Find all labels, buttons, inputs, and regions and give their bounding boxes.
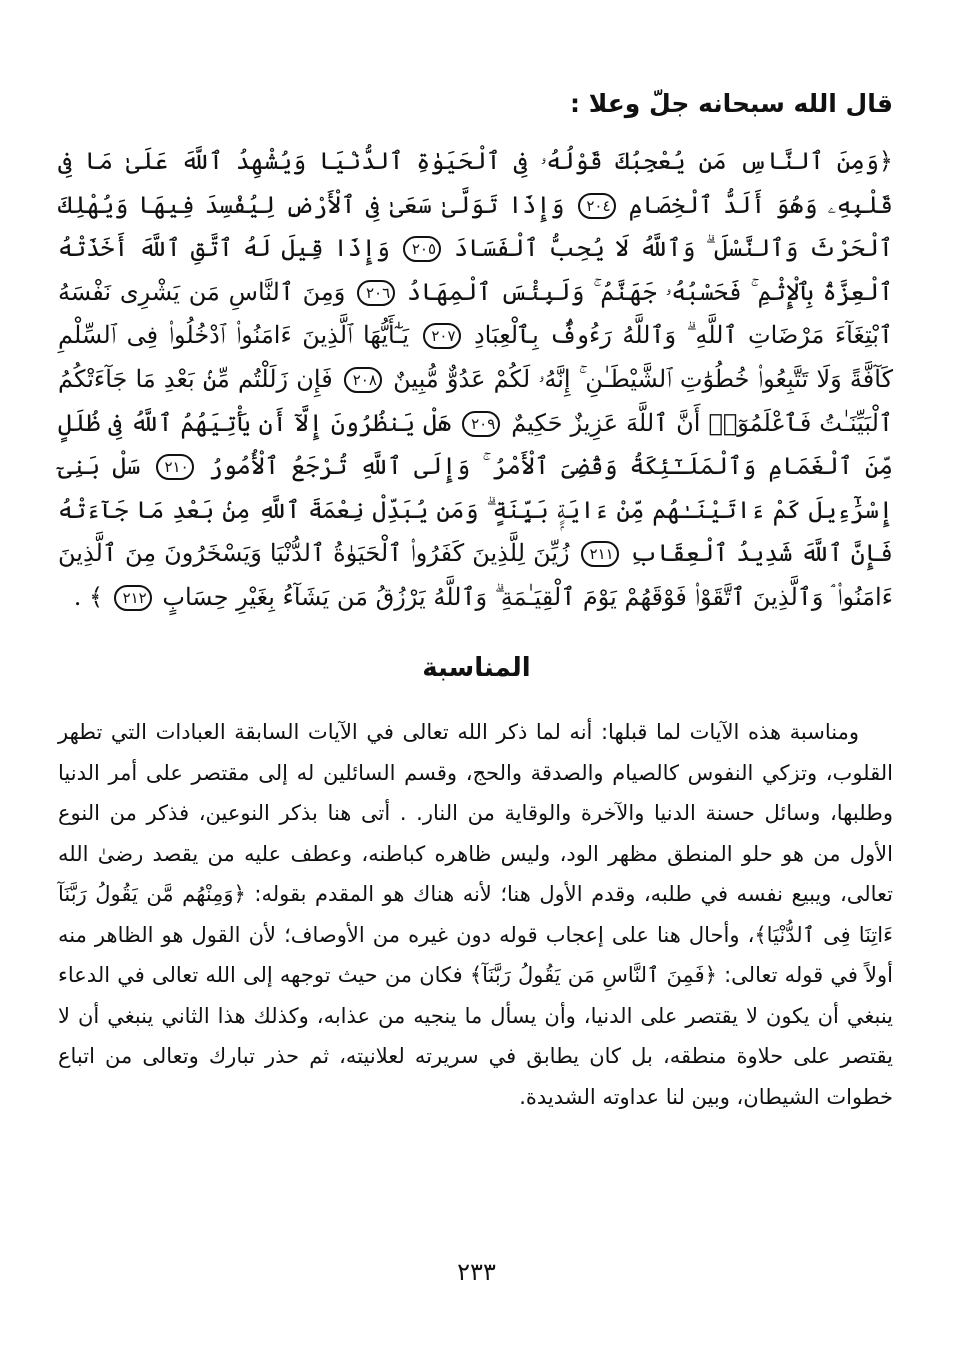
ayah-number-marker: ٢١٠ (156, 454, 194, 480)
verse-text: ﴿وَمِنَ ٱلنَّاسِ مَن يُعْجِبُكَ قَوْلُهُۥ فِى ٱلْحَيَوٰةِ ٱلدُّنْيَا وَيُشْهِدُ ٱللَّهَ عَلَىٰ مَا فِى قَلْبِهِۦ وَهُوَ أَلَدُّ ٱلْخِصَامِ (58, 147, 893, 219)
ayah-number-marker: ٢٠٤ (578, 193, 616, 219)
ayah-number-marker: ٢٠٥ (403, 236, 441, 262)
commentary-paragraph: ومناسبة هذه الآيات لما قبلها: أنه لما ذكر الله تعالى في الآيات السابقة العبادات التي تطهر القلوب، وتزكي النفوس كالصيام والصدقة والحج، وقسم السائلين له إلى مقتصر على أمر الدنيا وطلبها، وسائل حسنة الدنيا والآخرة والوقاية من النار. . أتى هنا بذكر النوعين، فذكر من النوع الأول من هو حلو المنطق مظهر الود، وليس ظاهره كباطنه، وعطف عليه من يقصد رضىٰ الله تعالى، ويبيع نفسه في طلبه، وقدم الأول هنا؛ لأنه هناك هو المقدم بقوله: ﴿وَمِنْهُم مَّن يَقُولُ رَبَّنَآ ءَاتِنَا فِى ٱلدُّنْيَا﴾، وأحال هنا على إعجاب قوله دون غيره من الأوصاف؛ لأن القول هو الظاهر منه أولاً في قوله تعالى: ﴿فَمِنَ ٱلنَّاسِ مَن يَقُولُ رَبَّنَآ﴾ فكان من حيث توجهه إلى الله تعالى في الدعاء ينبغي أن يكون لا يقتصر على الدنيا، وأن يسأل ما ينجيه من عذابه، وكذلك هذا الثاني ينبغي أن لا يقتصر على حلاوة منطقه، بل كان يطابق في سريرته لعلانيته، ثم حذر تبارك وتعالى من اتباع خطوات الشيطان، وبين لنا عداوته الشديدة. (58, 720, 893, 1109)
verse-text: وَإِذَا تَوَلَّىٰ سَعَىٰ فِى ٱلْأَرْضِ لِيُفْسِدَ فِيهَا وَيُهْلِكَ ٱلْحَرْثَ وَٱلنَّسْلَ ۗ وَٱللَّهُ لَا يُحِبُّ ٱلْفَسَادَ (58, 190, 893, 263)
ayah-number-marker: ٢٠٩ (462, 411, 500, 437)
quran-verses-block (58, 140, 893, 620)
ayah-number-marker: ٢٠٧ (423, 323, 461, 349)
page-heading: قال الله سبحانه جلّ وعلا : (570, 89, 893, 118)
verse-text: فَإِن زَلَلْتُم مِّنۢ بَعْدِ مَا جَآءَتْكُمُ ٱلْبَيِّنَـٰتُ فَٱعْلَمُوٓا۟ أَنَّ ٱللَّهَ عَزِيزٌ حَكِيمٌ (58, 364, 893, 437)
verse-text: زُيِّنَ لِلَّذِينَ كَفَرُوا۟ ٱلْحَيَوٰةُ ٱلدُّنْيَا وَيَسْخَرُونَ مِنَ ٱلَّذِينَ ءَامَنُوا۟ ۘ وَٱلَّذِينَ ٱتَّقَوْا۟ فَوْقَهُمْ يَوْمَ ٱلْقِيَـٰمَةِ ۗ وَٱللَّهُ يَرْزُقُ مَن يَشَآءُ بِغَيْرِ حِسَابٍ (58, 539, 893, 611)
page-number: ٢٣٣ (457, 1258, 496, 1286)
verse-text: وَمِنَ ٱلنَّاسِ مَن يَشْرِى نَفْسَهُ ٱبْتِغَآءَ مَرْضَاتِ ٱللَّهِ ۗ وَٱللَّهُ رَءُوفٌۢ بِٱلْعِبَادِ (58, 277, 893, 350)
verse-text: وَإِذَا قِيلَ لَهُ ٱتَّقِ ٱللَّهَ أَخَذَتْهُ ٱلْعِزَّةُ بِٱلْإِثْمِ ۚ فَحَسْبُهُۥ جَهَنَّمُ ۚ وَلَبِئْسَ ٱلْمِهَادُ (58, 234, 893, 306)
quran-closing-bracket: ﴾ . (73, 582, 104, 611)
commentary-text (58, 712, 893, 1117)
verse-text: هَلْ يَنظُرُونَ إِلَّآ أَن يَأْتِيَهُمُ ٱللَّهُ فِى ظُلَلٍ مِّنَ ٱلْغَمَامِ وَٱلْمَلَـٰٓئِكَةُ وَقُضِىَ ٱلْأَمْرُ ۚ وَإِلَى ٱللَّهِ تُرْجَعُ ٱلْأُمُورُ (58, 408, 894, 481)
ayah-number-marker: ٢١١ (581, 541, 619, 567)
ayah-number-marker: ٢٠٦ (357, 280, 395, 306)
verse-text: يَـٰٓأَيُّهَا ٱلَّذِينَ ءَامَنُوا۟ ٱدْخُلُوا۟ فِى ٱلسِّلْمِ كَآفَّةً وَلَا تَتَّبِعُوا۟ خُطُوَٰتِ ٱلشَّيْطَـٰنِ ۚ إِنَّهُۥ لَكُمْ عَدُوٌّ مُّبِينٌ (58, 321, 894, 393)
ayah-number-marker: ٢١٢ (114, 585, 152, 611)
section-title: المناسبة (422, 653, 531, 683)
ayah-number-marker: ٢٠٨ (344, 367, 382, 393)
verse-text: سَلْ بَنِىٓ إِسْرَٰٓءِيلَ كَمْ ءَاتَيْنَـٰهُم مِّنْ ءَايَةٍۭ بَيِّنَةٍ ۗ وَمَن يُبَدِّلْ نِعْمَةَ ٱللَّهِ مِنۢ بَعْدِ مَا جَآءَتْهُ فَإِنَّ ٱللَّهَ شَدِيدُ ٱلْعِقَابِ (58, 452, 893, 568)
